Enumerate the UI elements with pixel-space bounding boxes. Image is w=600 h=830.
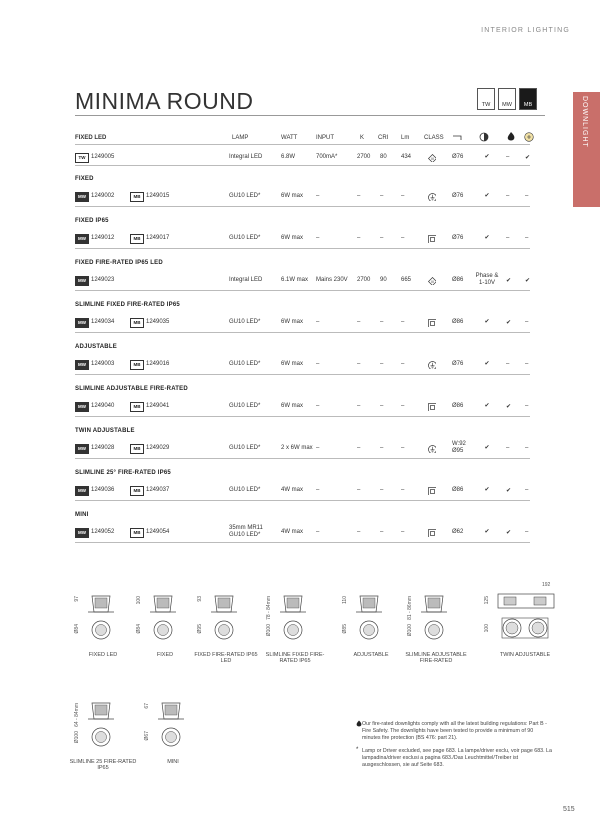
- lamp-type: GU10 LED*: [229, 403, 261, 409]
- class-ii-icon: [428, 403, 436, 411]
- colour-temp: –: [357, 193, 361, 199]
- lumen-value: –: [401, 529, 405, 535]
- family-label: FIXED LED: [88, 652, 118, 658]
- dimmable-value: ✔: [484, 319, 490, 325]
- lamp-type: Integral LED: [229, 277, 263, 283]
- lumen-value: –: [401, 193, 405, 199]
- finish-chip: MB: [130, 234, 144, 244]
- lumen-value: –: [401, 361, 405, 367]
- row-divider: [75, 248, 530, 249]
- dimmable-icon: [479, 132, 489, 142]
- class-i-icon: [428, 445, 436, 453]
- height-dimension: 93: [197, 596, 203, 602]
- product-code: 1249035: [146, 319, 170, 325]
- cutout-value: Ø76: [452, 193, 464, 199]
- product-code: 1249040: [91, 403, 115, 409]
- fire-rated-value: –: [506, 235, 510, 241]
- luminaire-drawing: [150, 697, 205, 752]
- lumen-value: –: [401, 319, 405, 325]
- col-header-cri: CRI: [378, 135, 389, 141]
- cutout-value: W:92 Ø95: [452, 441, 466, 454]
- insulation-icon: [524, 132, 534, 142]
- finish-chip: MW: [75, 276, 89, 286]
- dimmable-value: ✔: [484, 487, 490, 493]
- colour-temp: –: [357, 403, 361, 409]
- wattage: 4W max: [281, 529, 304, 535]
- product-code: 1249029: [146, 445, 170, 451]
- fire-rated-value: –: [506, 154, 510, 160]
- cri-value: –: [380, 361, 384, 367]
- class-iii-icon: [428, 154, 436, 162]
- finish-chip: MB: [130, 192, 144, 202]
- diameter-dimension: Ø84: [136, 624, 142, 634]
- dimmable-value: ✔: [484, 445, 490, 451]
- lumen-value: –: [401, 403, 405, 409]
- row-divider: [75, 416, 530, 417]
- cutout-value: Ø86: [452, 319, 464, 325]
- colour-temp: –: [357, 529, 361, 535]
- input-value: –: [316, 235, 320, 241]
- cri-value: –: [380, 403, 384, 409]
- height-dimension: 110: [342, 596, 348, 604]
- cri-value: 90: [380, 277, 387, 283]
- row-divider: [75, 458, 530, 459]
- insulation-value: –: [525, 445, 529, 451]
- diameter-dimension: Ø67: [144, 731, 150, 741]
- colour-temp: –: [357, 361, 361, 367]
- row-divider: [75, 165, 530, 166]
- group-label: TWIN ADJUSTABLE: [75, 428, 135, 434]
- wattage: 6W max: [281, 193, 304, 199]
- insulation-value: –: [525, 403, 529, 409]
- col-header-lm: Lm: [401, 135, 410, 141]
- lamp-type: GU10 LED*: [229, 487, 261, 493]
- fire-rated-value: –: [506, 445, 510, 451]
- wattage: 6.1W max: [281, 277, 309, 283]
- luminaire-drawing: [413, 590, 468, 645]
- cri-value: –: [380, 529, 384, 535]
- cri-value: –: [380, 193, 384, 199]
- finish-chip: MW: [75, 402, 89, 412]
- family-label: FIXED FIRE-RATED IP65 LED: [194, 652, 258, 664]
- fire-rated-value: ✔: [506, 404, 512, 410]
- family-diagram: [69, 697, 137, 771]
- diameter-dimension: Ø100: [266, 624, 272, 637]
- group-label: FIXED: [75, 176, 94, 182]
- fire-note: Our fire-rated downlights comply with all the latest building regulations: Part B - Fire Safety. The downlights have been tested to provide a minimum of 90 minutes fire protection (BS 476: part 21).: [362, 721, 547, 741]
- row-divider: [75, 500, 530, 501]
- finish-chip: MW: [75, 360, 89, 370]
- family-label: TWIN ADJUSTABLE: [499, 652, 551, 658]
- finish-chip: MB: [130, 444, 144, 454]
- dimmable-value: ✔: [484, 235, 490, 241]
- product-code: 1249034: [91, 319, 115, 325]
- product-code: 1249054: [146, 529, 170, 535]
- cutout-value: Ø86: [452, 487, 464, 493]
- cutout-value: Ø76: [452, 361, 464, 367]
- input-value: 700mA*: [316, 154, 338, 160]
- group-label: FIXED FIRE-RATED IP65 LED: [75, 260, 163, 266]
- class-i-icon: [428, 193, 436, 201]
- diameter-dimension: Ø95: [197, 624, 203, 634]
- finish-chip: MB: [130, 318, 144, 328]
- finish-chip: MB: [130, 360, 144, 370]
- finish-swatch-tw: TW: [477, 88, 495, 110]
- fire-rated-value: ✔: [506, 278, 512, 284]
- row-divider: [75, 206, 530, 207]
- width-dimension: 192: [542, 582, 551, 588]
- colour-temp: –: [357, 235, 361, 241]
- product-code: 1249023: [91, 277, 115, 283]
- cutout-value: Ø76: [452, 154, 464, 160]
- row-divider: [75, 332, 530, 333]
- family-diagram: [342, 590, 403, 658]
- luminaire-drawing: [348, 590, 403, 645]
- input-value: –: [316, 193, 320, 199]
- finish-chip: MW: [75, 192, 89, 202]
- row-divider: [75, 290, 530, 291]
- col-header-class: CLASS: [424, 135, 444, 141]
- lamp-type: Integral LED: [229, 154, 263, 160]
- lamp-type: 35mm MR11 GU10 LED*: [229, 525, 263, 538]
- wattage: 2 x 6W max: [281, 445, 313, 451]
- diameter-dimension: Ø100: [74, 731, 80, 744]
- luminaire-drawing: [142, 590, 197, 645]
- finish-chip: MW: [75, 444, 89, 454]
- finish-chip: MW: [75, 234, 89, 244]
- product-code: 1249005: [91, 154, 115, 160]
- product-code: 1249036: [91, 487, 115, 493]
- wattage: 6.8W: [281, 154, 296, 160]
- input-value: –: [316, 529, 320, 535]
- colour-temp: –: [357, 445, 361, 451]
- group-label: FIXED IP65: [75, 218, 109, 224]
- family-diagram: [136, 590, 197, 658]
- product-code: 1249041: [146, 403, 170, 409]
- finish-swatch-mw: MW: [498, 88, 516, 110]
- lamp-note-marker: *: [356, 747, 359, 753]
- cri-value: –: [380, 445, 384, 451]
- input-value: –: [316, 361, 320, 367]
- input-value: –: [316, 487, 320, 493]
- col-header-k: K: [360, 135, 365, 141]
- luminaire-drawing: [203, 590, 258, 645]
- lamp-type: GU10 LED*: [229, 445, 261, 451]
- col-header-input: INPUT: [316, 135, 334, 141]
- class-ii-icon: [428, 529, 436, 537]
- fire-rated-icon: [506, 131, 516, 142]
- product-code: 1249002: [91, 193, 115, 199]
- group-label: ADJUSTABLE: [75, 344, 117, 350]
- input-value: –: [316, 319, 320, 325]
- insulation-value: ✔: [525, 155, 531, 161]
- family-label: ADJUSTABLE: [353, 652, 389, 658]
- family-label: FIXED: [156, 652, 174, 658]
- family-label: MINI: [167, 759, 179, 765]
- input-value: –: [316, 445, 320, 451]
- header-divider: [75, 144, 530, 145]
- page-title: MINIMA ROUND: [75, 88, 254, 114]
- svg-text:III: III: [431, 156, 434, 161]
- finish-swatch-mb: MB: [519, 88, 537, 110]
- finish-chip: MB: [130, 486, 144, 496]
- insulation-value: –: [525, 487, 529, 493]
- finish-chip: MB: [130, 402, 144, 412]
- finish-chip: MW: [75, 528, 89, 538]
- section-label: INTERIOR LIGHTING: [481, 27, 570, 34]
- group-label: SLIMLINE FIXED FIRE-RATED IP65: [75, 302, 180, 308]
- lamp-type: GU10 LED*: [229, 235, 261, 241]
- title-divider: [75, 115, 545, 116]
- cri-value: –: [380, 319, 384, 325]
- insulation-value: –: [525, 319, 529, 325]
- product-code: 1249015: [146, 193, 170, 199]
- diameter-dimension: Ø100: [407, 624, 413, 637]
- lamp-type: GU10 LED*: [229, 319, 261, 325]
- cutout-value: Ø86: [452, 403, 464, 409]
- colour-temp: 2700: [357, 154, 371, 160]
- family-diagram: [484, 582, 560, 658]
- cutout-value: Ø62: [452, 529, 464, 535]
- family-diagram: [144, 697, 205, 765]
- product-code: 1249037: [146, 487, 170, 493]
- lamp-type: GU10 LED*: [229, 193, 261, 199]
- finish-chip: TW: [75, 153, 89, 163]
- family-diagram: [194, 590, 258, 664]
- dimmable-value: ✔: [484, 403, 490, 409]
- family-label: SLIMLINE ADJUSTABLE FIRE-RATED: [405, 652, 467, 664]
- height-dimension: 125: [484, 596, 490, 605]
- colour-temp: 2700: [357, 277, 371, 283]
- class-ii-icon: [428, 487, 436, 495]
- wattage: 6W max: [281, 235, 304, 241]
- product-code: 1249016: [146, 361, 170, 367]
- lumen-value: –: [401, 445, 405, 451]
- dimmable-value: ✔: [484, 529, 490, 535]
- dimmable-value: ✔: [484, 193, 490, 199]
- col-header-lamp: LAMP: [232, 135, 249, 141]
- cutout-value: Ø86: [452, 277, 464, 283]
- height-dimension: 67: [144, 703, 150, 709]
- family-diagram: [265, 590, 327, 664]
- fire-rated-value: ✔: [506, 488, 512, 494]
- lamp-note: Lamp or Driver excluded, see page 683. La lampe/driver exclu, voir page 683. La lampadina/driver esclusi a pagina 683./Das Leuchtmittel/Treiber ist ausgeschlossen, sie auf Seite 683.: [362, 748, 552, 768]
- product-code: 1249012: [91, 235, 115, 241]
- colour-temp: –: [357, 319, 361, 325]
- dimmable-value: ✔: [484, 154, 490, 160]
- class-iii-icon: [428, 277, 436, 285]
- fire-rated-value: –: [506, 361, 510, 367]
- svg-text:III: III: [431, 279, 434, 284]
- finish-chip: MW: [75, 486, 89, 496]
- insulation-value: ✔: [525, 278, 531, 284]
- family-diagram: [74, 590, 135, 658]
- fire-rated-value: ✔: [506, 530, 512, 536]
- luminaire-drawing: [80, 590, 135, 645]
- lumen-value: 665: [401, 277, 412, 283]
- row-divider: [75, 374, 530, 375]
- col-header-watt: WATT: [281, 135, 298, 141]
- group-label: SLIMLINE 25° FIRE-RATED IP65: [75, 470, 171, 476]
- group-label: MINI: [75, 512, 89, 518]
- height-dimension: 97: [74, 596, 80, 602]
- insulation-value: –: [525, 361, 529, 367]
- input-value: Mains 230V: [316, 277, 348, 283]
- wattage: 6W max: [281, 361, 304, 367]
- wattage: 6W max: [281, 403, 304, 409]
- fire-rated-value: ✔: [506, 320, 512, 326]
- dimmable-value: Phase & 1-10V: [475, 273, 499, 286]
- class-i-icon: [428, 361, 436, 369]
- fire-rated-value: –: [506, 193, 510, 199]
- insulation-value: –: [525, 193, 529, 199]
- cri-value: 80: [380, 154, 387, 160]
- insulation-value: –: [525, 529, 529, 535]
- dimmable-value: ✔: [484, 361, 490, 367]
- luminaire-drawing: [490, 590, 560, 645]
- page-number: 515: [563, 806, 575, 813]
- cri-value: –: [380, 235, 384, 241]
- product-code: 1249017: [146, 235, 170, 241]
- cutout-value: Ø76: [452, 235, 464, 241]
- height-dimension: 64 - 84mm: [74, 703, 80, 727]
- finish-chip: MB: [130, 528, 144, 538]
- col-header-name: FIXED LED: [75, 135, 107, 141]
- height-dimension: 78 - 84mm: [266, 596, 272, 620]
- finish-chip: MW: [75, 318, 89, 328]
- diameter-dimension: 100: [484, 624, 490, 633]
- group-label: SLIMLINE ADJUSTABLE FIRE-RATED: [75, 386, 188, 392]
- class-ii-icon: [428, 319, 436, 327]
- cri-value: –: [380, 487, 384, 493]
- colour-temp: –: [357, 487, 361, 493]
- lumen-value: –: [401, 487, 405, 493]
- lamp-type: GU10 LED*: [229, 361, 261, 367]
- diameter-dimension: Ø84: [74, 624, 80, 634]
- product-code: 1249028: [91, 445, 115, 451]
- family-label: SLIMLINE FIXED FIRE-RATED IP65: [265, 652, 325, 664]
- family-label: SLIMLINE 25 FIRE-RATED IP65: [69, 759, 137, 771]
- family-diagram: [405, 590, 468, 664]
- input-value: –: [316, 403, 320, 409]
- height-dimension: 81 - 86mm: [407, 596, 413, 620]
- row-divider: [75, 542, 530, 543]
- luminaire-drawing: [272, 590, 327, 645]
- wattage: 6W max: [281, 319, 304, 325]
- insulation-value: –: [525, 235, 529, 241]
- lumen-value: 434: [401, 154, 412, 160]
- height-dimension: 100: [136, 596, 142, 605]
- product-code: 1249052: [91, 529, 115, 535]
- luminaire-drawing: [80, 697, 135, 752]
- class-ii-icon: [428, 235, 436, 243]
- product-code: 1249003: [91, 361, 115, 367]
- wattage: 4W max: [281, 487, 304, 493]
- category-tab[interactable]: [573, 92, 600, 207]
- lumen-value: –: [401, 235, 405, 241]
- category-tab-label: DOWNLIGHT: [581, 96, 588, 148]
- cutout-icon: [452, 133, 462, 142]
- diameter-dimension: Ø85: [342, 624, 348, 634]
